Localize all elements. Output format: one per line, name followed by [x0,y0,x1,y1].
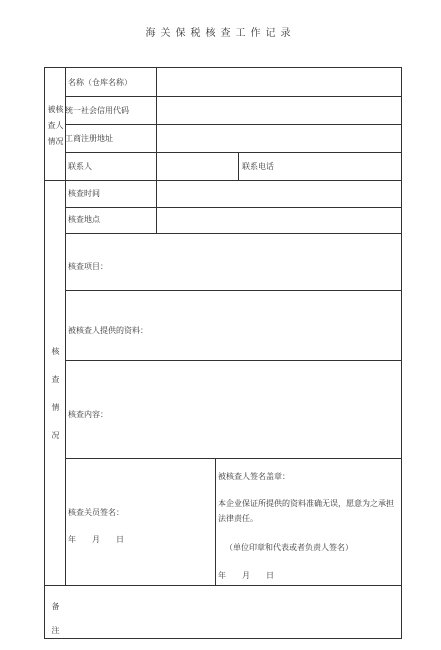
divider-phone-column [238,152,239,180]
credit-code-label: 统一社会信用代码 [65,106,129,115]
materials-label: 被核查人提供的资料： [68,326,148,335]
inspection-items-label: 核查项目： [68,262,108,271]
party-statement: 本企业保证所提供的资料准确无误，愿意为之承担法律责任。 [218,499,394,523]
divider-row-9 [65,458,402,459]
name-field[interactable] [157,69,401,95]
inspection-place-label: 核查地点 [68,215,100,224]
remarks-field[interactable] [66,586,401,638]
inspection-place-field[interactable] [157,208,401,232]
phone-label: 联系电话 [242,162,274,171]
divider-row-6 [65,233,402,234]
party-signature-date: 年 月 日 [218,571,274,580]
inspection-record-form [44,67,402,639]
section-label-inspection: 核 查 情 况 [51,347,60,440]
inspection-time-field[interactable] [157,181,401,206]
contact-label: 联系人 [68,162,92,171]
name-label: 名称（仓库名称） [68,78,132,87]
party-seal-note: （单位印章和代表或者负责人签名） [225,543,353,552]
address-label: 工商注册地址 [65,134,113,143]
section-label-remarks: 备 注 [51,602,60,635]
inspection-time-label: 核查时间 [68,189,100,198]
credit-code-field[interactable] [157,97,401,123]
section-label-inspected-party: 被核 查人 情况 [47,105,64,146]
divider-label-column [65,68,66,585]
divider-signature-column [215,458,216,585]
address-field[interactable] [157,125,401,151]
page-title: 海关保税核查工作记录 [145,28,296,39]
phone-field[interactable] [293,153,401,179]
contact-field[interactable] [157,153,237,179]
party-signature-label: 被核查人签名盖章： [218,472,290,481]
officer-signature-label: 核查关员签名： [68,508,124,517]
divider-row-7 [65,290,402,291]
officer-signature-date: 年 月 日 [68,535,124,544]
divider-row-8 [65,360,402,361]
inspection-content-label: 核查内容： [68,410,108,419]
